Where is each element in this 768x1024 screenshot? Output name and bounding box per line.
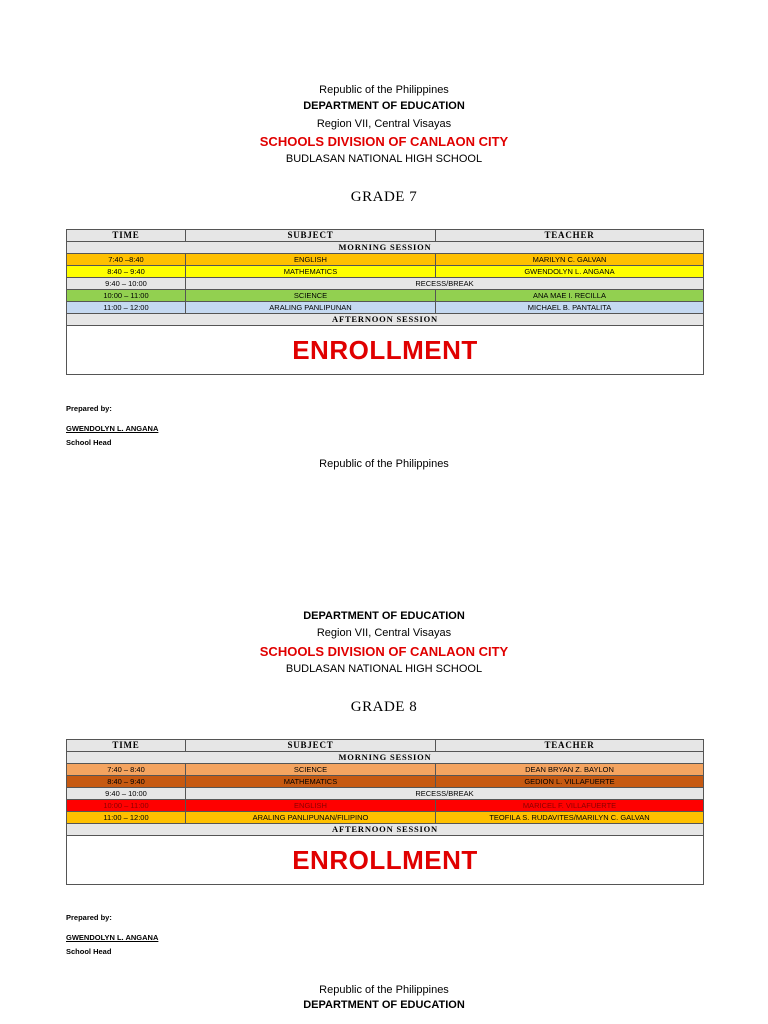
cell-recess: RECESS/BREAK: [186, 788, 704, 800]
cell-teacher: GWENDOLYN L. ANGANA: [436, 266, 704, 278]
table-row: [67, 278, 704, 290]
grade-title: GRADE 8: [350, 699, 418, 715]
cell-time: 7:40 –8:40: [67, 254, 186, 266]
cell-subject: ENGLISH: [186, 800, 436, 812]
cell-teacher: GEDION L. VILLAFUERTE: [436, 776, 704, 788]
cell-subject: SCIENCE: [186, 290, 436, 302]
table-row: [67, 800, 704, 812]
table-row: [67, 812, 704, 824]
region-heading: Region VII, Central Visayas: [316, 627, 452, 639]
republic-heading: Republic of the Philippines: [319, 84, 449, 96]
cell-time: 10:00 – 11:00: [67, 800, 186, 812]
cell-subject: ENGLISH: [186, 254, 436, 266]
enrollment-label: ENROLLMENT: [67, 836, 704, 885]
header-time: TIME: [67, 230, 186, 242]
cell-teacher: TEOFILA S. RUDAVITES/MARILYN C. GALVAN: [436, 812, 704, 824]
cell-teacher: ANA MAE I. RECILLA: [436, 290, 704, 302]
table-header-row: [67, 740, 704, 752]
cell-subject: MATHEMATICS: [186, 776, 436, 788]
table-row: [67, 290, 704, 302]
cell-time: 10:00 – 11:00: [67, 290, 186, 302]
table-header-row: [67, 230, 704, 242]
morning-session-row: [67, 752, 704, 764]
header-teacher: TEACHER: [436, 230, 704, 242]
morning-session-row: [67, 242, 704, 254]
table-row: [67, 788, 704, 800]
prepared-by-label: Prepared by:: [66, 404, 112, 413]
afternoon-session-row: [67, 824, 704, 836]
cell-subject: ARALING PANLIPUNAN/FILIPINO: [186, 812, 436, 824]
cell-teacher: MARICEL F. VILLAFUERTE: [436, 800, 704, 812]
republic-heading: Republic of the Philippines: [319, 458, 449, 470]
cell-subject: ARALING PANLIPUNAN: [186, 302, 436, 314]
table-row: [67, 302, 704, 314]
cell-subject: SCIENCE: [186, 764, 436, 776]
cell-recess: RECESS/BREAK: [186, 278, 704, 290]
school-heading: BUDLASAN NATIONAL HIGH SCHOOL: [285, 153, 483, 165]
cell-time: 7:40 – 8:40: [67, 764, 186, 776]
class-schedule-table: [66, 229, 704, 375]
afternoon-session-row: [67, 314, 704, 326]
afternoon-session-label: AFTERNOON SESSION: [67, 824, 704, 836]
table-row: [67, 266, 704, 278]
prepared-by-label: Prepared by:: [66, 913, 112, 922]
division-heading: SCHOOLS DIVISION OF CANLAON CITY: [259, 134, 509, 149]
class-schedule-table: [66, 739, 704, 885]
grade-title: GRADE 7: [350, 189, 418, 205]
morning-session-label: MORNING SESSION: [67, 752, 704, 764]
table-row: [67, 776, 704, 788]
header-subject: SUBJECT: [186, 740, 436, 752]
cell-subject: MATHEMATICS: [186, 266, 436, 278]
header-time: TIME: [67, 740, 186, 752]
republic-heading: Republic of the Philippines: [319, 984, 449, 996]
cell-time: 9:40 – 10:00: [67, 788, 186, 800]
afternoon-session-label: AFTERNOON SESSION: [67, 314, 704, 326]
cell-time: 8:40 – 9:40: [67, 266, 186, 278]
division-heading: SCHOOLS DIVISION OF CANLAON CITY: [259, 644, 509, 659]
header-teacher: TEACHER: [436, 740, 704, 752]
cell-teacher: MICHAEL B. PANTALITA: [436, 302, 704, 314]
department-heading: DEPARTMENT OF EDUCATION: [303, 610, 465, 622]
enrollment-row: [67, 326, 704, 375]
region-heading: Region VII, Central Visayas: [316, 118, 452, 130]
signatory-title: School Head: [66, 438, 112, 447]
department-heading: DEPARTMENT OF EDUCATION: [303, 999, 465, 1011]
enrollment-row: [67, 836, 704, 885]
school-heading: BUDLASAN NATIONAL HIGH SCHOOL: [285, 663, 483, 675]
cell-time: 9:40 – 10:00: [67, 278, 186, 290]
signatory-name: GWENDOLYN L. ANGANA: [66, 933, 159, 942]
department-heading: DEPARTMENT OF EDUCATION: [303, 100, 465, 112]
table-row: [67, 254, 704, 266]
morning-session-label: MORNING SESSION: [67, 242, 704, 254]
enrollment-label: ENROLLMENT: [67, 326, 704, 375]
table-row: [67, 764, 704, 776]
signatory-name: GWENDOLYN L. ANGANA: [66, 424, 159, 433]
cell-teacher: MARILYN C. GALVAN: [436, 254, 704, 266]
cell-teacher: DEAN BRYAN Z. BAYLON: [436, 764, 704, 776]
cell-time: 11:00 – 12:00: [67, 812, 186, 824]
cell-time: 11:00 – 12:00: [67, 302, 186, 314]
cell-time: 8:40 – 9:40: [67, 776, 186, 788]
signatory-title: School Head: [66, 947, 112, 956]
header-subject: SUBJECT: [186, 230, 436, 242]
